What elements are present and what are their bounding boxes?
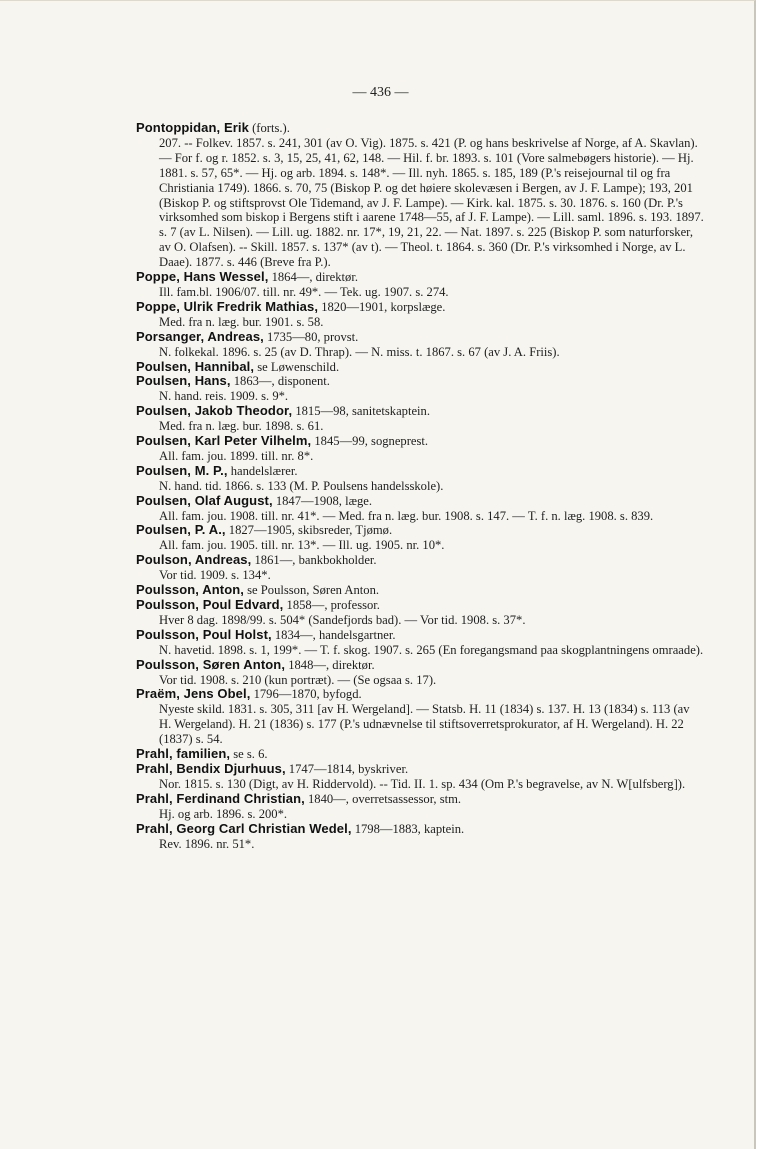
entry-heading-name: Porsanger, Andreas, (136, 328, 264, 344)
entry-references: All. fam. jou. 1908. till. nr. 41*. — Med. fra n. læg. bur. 1908. s. 147. — T. f. n. læg. 1908. s. 839. (159, 508, 654, 523)
entry-poulsson-anton (136, 583, 704, 598)
entry-heading-desc: 1861—, bankbokholder. (251, 553, 377, 568)
entry-references: N. havetid. 1898. s. 1, 199*. — T. f. skog. 1907. s. 265 (En foregangsmand paa skogplantningens omraade). (159, 642, 704, 657)
entry-heading-name: Poulsen, Olaf August, (136, 492, 273, 508)
entry-heading-desc: 1847—1908, læge. (272, 493, 373, 508)
entry-heading-desc: handelslærer. (227, 463, 298, 478)
entry-heading-name: Poulsson, Anton, (136, 582, 244, 598)
entry-references: Vor tid. 1909. s. 134*. (159, 568, 271, 583)
entry-poulsen-jakob-theodor (136, 404, 704, 434)
entry-heading-name: Poulsen, P. A., (136, 522, 226, 538)
entry-poulsen-hans (136, 374, 704, 404)
entry-heading-name: Poulson, Andreas, (136, 552, 252, 568)
entry-references: N. hand. reis. 1909. s. 9*. (159, 389, 289, 404)
entry-heading-desc: (forts.). (248, 121, 290, 135)
entry-references: Hver 8 dag. 1898/99. s. 504* (Sandefjords bad). — Vor tid. 1908. s. 37*. (159, 612, 526, 627)
entry-references: Nyeste skild. 1831. s. 305, 311 [av H. Wergeland]. — Statsb. H. 11 (1834) s. 137. H. 13 (1834) s. 113 (av H. Wergeland). H. 21 (1836) s. 177 (P.'s udnævnelse til stiftsoverretsprokurator, af H. Wergeland). H. 22 (1837) s. 54. (159, 702, 690, 747)
entry-heading-desc: se Poulsson, Søren Anton. (244, 583, 380, 598)
entry-references: 207. -- Folkev. 1857. s. 241, 301 (av O. Vig). 1875. s. 421 (P. og hans beskrivelse af Norge, af A. Skavlan). — For f. og r. 1852. s. 3, 15, 25, 41, 62, 148. — Hil. f. br. 1893. s. 101 (Vore salmebøgers historie). — Hj. 1881. s. 57, 65*. — Hj. og arb. 1894. s. 148*. — Ill. nyh. 1865. s. 185, 189 (P.'s reisejournal til og fra Christiania 1749). 1866. s. 70, 75 (Biskop P. og det høiere skolevæsen i Bergen, av J. F. Lampe); 193, 201 (Biskop P. og stiftsprovst Ole Tidemand, av J. F. Lampe). — Kirk. kal. 1875. s. 30. 1876. s. 160 (Dr. P.'s virksomhed som biskop i Bergens stift i aarene 1748—55, af J. F. Lampe). — Lill. saml. 1896. s. 193. 1897. s. 7 (av L. Nilsen). — Lill. ug. 1882. nr. 17*, 19, 21, 22. — Nat. 1897. s. 225 (Biskop P. som naturforsker, av O. Olafsen). -- Skill. 1857. s. 137* (av t). — Theol. t. 1864. s. 360 (Dr. P.'s virksomhed i Norge, av L. Daae). 1877. s. 446 (Breve fra P.). (159, 135, 704, 270)
entry-references: N. folkekal. 1896. s. 25 (av D. Thrap). — N. miss. t. 1867. s. 67 (av J. A. Friis). (159, 344, 560, 359)
entry-heading-name: Poulsson, Poul Holst, (136, 626, 272, 642)
entry-heading-desc: 1863—, disponent. (230, 374, 330, 389)
entry-heading-desc: 1834—, handelsgartner. (271, 627, 396, 642)
entry-poulsen-m-p (136, 464, 704, 494)
entry-heading-name: Pontoppidan, Erik (136, 120, 249, 135)
entry-references: Ill. fam.bl. 1906/07. till. nr. 49*. — Tek. ug. 1907. s. 274. (159, 284, 449, 299)
entry-references: All. fam. jou. 1905. till. nr. 13*. — Ill. ug. 1905. nr. 10*. (159, 538, 445, 553)
entry-heading-name: Poulsson, Søren Anton, (136, 656, 286, 672)
entry-heading-name: Prahl, familien, (136, 746, 231, 762)
entry-heading-desc: 1848—, direktør. (285, 657, 375, 672)
index-entries (136, 121, 704, 851)
entry-heading-desc: 1827—1905, skibsreder, Tjømø. (225, 523, 393, 538)
entry-heading-desc: se Løwenschild. (254, 359, 340, 374)
entry-poulson-andreas (136, 553, 704, 583)
entry-heading-desc: 1820—1901, korpslæge. (318, 299, 446, 314)
entry-heading-desc: 1796—1870, byfogd. (250, 687, 362, 702)
entry-heading-desc: se s. 6. (230, 747, 268, 762)
entry-poulsen-olaf-august (136, 494, 704, 524)
entry-heading-name: Prahl, Ferdinand Christian, (136, 790, 305, 806)
entry-references: Hj. og arb. 1896. s. 200*. (159, 806, 288, 821)
entry-poulsson-poul-holst (136, 628, 704, 658)
entry-heading-name: Prahl, Bendix Djurhuus, (136, 760, 286, 776)
page-number: — 436 — (352, 85, 409, 100)
entry-references: Med. fra n. læg. bur. 1898. s. 61. (159, 419, 324, 434)
entry-poulsson-soren-anton (136, 658, 704, 688)
entry-poulsen-hannibal (136, 360, 704, 375)
entry-heading-desc: 1864—, direktør. (268, 270, 358, 285)
entry-poulsson-poul-edvard (136, 598, 704, 628)
entry-references: Nor. 1815. s. 130 (Digt, av H. Riddervold). -- Tid. II. 1. sp. 434 (Om P.'s begravelse, av N. W[ulfsberg]). (159, 776, 686, 791)
entry-heading-name: Poulsen, Hans, (136, 373, 231, 389)
entry-heading-desc: 1840—, overretsassessor, stm. (304, 791, 462, 806)
entry-poppe-hans-wessel (136, 270, 704, 300)
entry-heading-name: Poppe, Ulrik Fredrik Mathias, (136, 298, 319, 314)
entry-heading-name: Poulsen, M. P., (136, 462, 228, 478)
entry-heading-desc: 1798—1883, kaptein. (351, 821, 465, 836)
entry-prahl-ferdinand-christian (136, 792, 704, 822)
entry-poulsen-p-a (136, 523, 704, 553)
entry-heading-name: Poulsen, Karl Peter Vilhelm, (136, 433, 312, 449)
entry-heading-desc: 1815—98, sanitetskaptein. (292, 404, 430, 419)
entry-heading-name: Poulsson, Poul Edvard, (136, 597, 284, 612)
entry-prahl-georg-carl-christian-wedel (136, 822, 704, 852)
entry-prahl-bendix-djurhuus (136, 762, 704, 792)
entry-poulsen-karl-peter-vilhelm (136, 434, 704, 464)
entry-heading-name: Praëm, Jens Obel, (136, 686, 251, 702)
entry-references: Vor tid. 1908. s. 210 (kun portræt). — (Se ogsaa s. 17). (159, 672, 437, 687)
entry-references: All. fam. jou. 1899. till. nr. 8*. (159, 448, 314, 463)
entry-heading-desc: 1747—1814, byskriver. (285, 761, 409, 776)
entry-heading-desc: 1845—99, sogneprest. (311, 434, 429, 449)
entry-praem-jens-obel (136, 687, 704, 747)
entry-heading-desc: 1735—80, provst. (263, 329, 359, 344)
entry-porsanger-andreas (136, 330, 704, 360)
entry-heading-name: Poulsen, Jakob Theodor, (136, 403, 293, 419)
entry-references: Med. fra n. læg. bur. 1901. s. 58. (159, 314, 324, 329)
entry-heading-name: Prahl, Georg Carl Christian Wedel, (136, 820, 352, 836)
entry-heading-desc: 1858—, professor. (283, 598, 380, 612)
entry-prahl-familien (136, 747, 704, 762)
entry-references: Rev. 1896. nr. 51*. (159, 836, 255, 851)
entry-pontoppidan-erik (136, 121, 704, 270)
entry-heading-name: Poulsen, Hannibal, (136, 358, 255, 374)
entry-poppe-ulrik (136, 300, 704, 330)
entry-references: N. hand. tid. 1866. s. 133 (M. P. Poulsens handelsskole). (159, 478, 444, 493)
entry-heading-name: Poppe, Hans Wessel, (136, 269, 269, 285)
